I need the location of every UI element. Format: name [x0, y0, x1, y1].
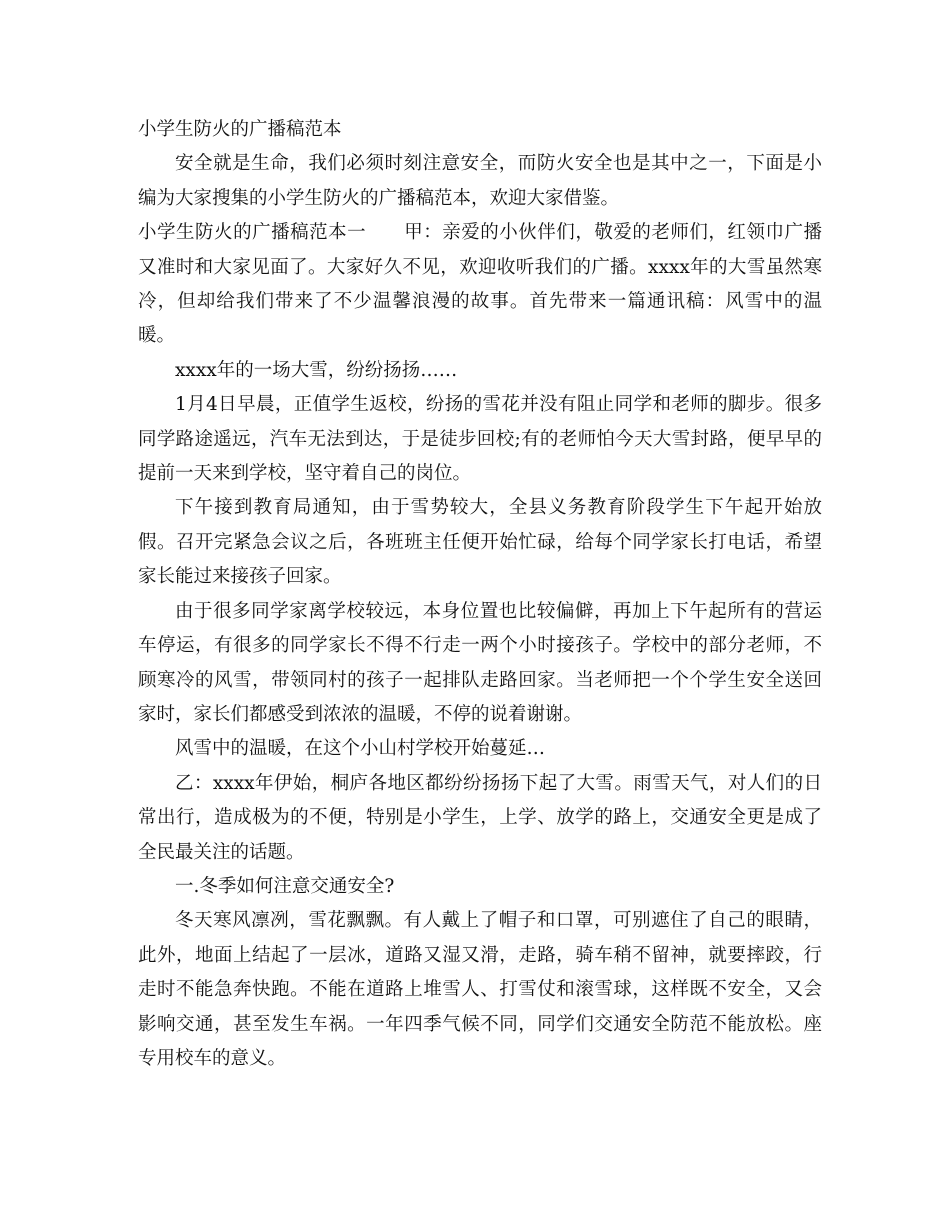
paragraph-notice: 下午接到教育局通知，由于雪势较大，全县义务教育阶段学生下午起开始放假。召开完紧急会议之后，各班班主任便开始忙碌，给每个同学家长打电话，希望家长能过来接孩子回家。 — [138, 497, 822, 588]
paragraph-intro: 安全就是生命，我们必须时刻注意安全，而防火安全也是其中之一，下面是小编为大家搜集的小学生防火的广播稿范本，欢迎大家借鉴。 — [138, 153, 822, 209]
paragraph-broadcast-one: 小学生防火的广播稿范本一 甲：亲爱的小伙伴们，敬爱的老师们，红领巾广播又准时和大家见面了。大家好久不见，欢迎收听我们的广播。xxxx年的大雪虽然寒冷，但却给我们带来了不少温馨浪漫的故事。首先带来一篇通讯稿：风雪中的温暖。 — [138, 222, 822, 347]
document-body — [138, 113, 822, 1076]
paragraph-snow: xxxx年的一场大雪，纷纷扬扬…… — [175, 359, 458, 381]
paragraph-warmth: 风雪中的温暖，在这个小山村学校开始蔓延… — [175, 738, 546, 760]
paragraph-winter-tips: 冬天寒风凛冽，雪花飘飘。有人戴上了帽子和口罩，可别遮住了自己的眼睛，此外，地面上结起了一层冰，道路又湿又滑，走路，骑车稍不留神，就要摔跤，行走时不能急奔快跑。不能在道路上堆雪人、打雪仗和滚雪球，这样既不安全，又会影响交通，甚至发生车祸。一年四季气候不同，同学们交通安全防范不能放松。座专用校车的意义。 — [138, 910, 822, 1069]
paragraph-jan-4: 1月4日早晨，正值学生返校，纷扬的雪花并没有阻止同学和老师的脚步。很多同学路途遥远，汽车无法到达，于是徒步回校;有的老师怕今天大雪封路，便早早的提前一天来到学校，坚守着自己的岗位。 — [138, 394, 822, 485]
paragraph-far-home: 由于很多同学家离学校较远，本身位置也比较偏僻，再加上下午起所有的营运车停运，有很多的同学家长不得不行走一两个小时接孩子。学校中的部分老师，不顾寒冷的风雪，带领同村的孩子一起排队走路回家。当老师把一个个学生安全送回家时，家长们都感受到浓浓的温暖，不停的说着谢谢。 — [138, 600, 822, 725]
paragraph-yi: 乙：xxxx年伊始，桐庐各地区都纷纷扬扬下起了大雪。雨雪天气，对人们的日常出行，造成极为的不便，特别是小学生，上学、放学的路上，交通安全更是成了全民最关注的话题。 — [138, 772, 822, 863]
document-title: 小学生防火的广播稿范本 — [138, 119, 342, 140]
section-heading-winter-safety: 一.冬季如何注意交通安全? — [175, 875, 395, 897]
